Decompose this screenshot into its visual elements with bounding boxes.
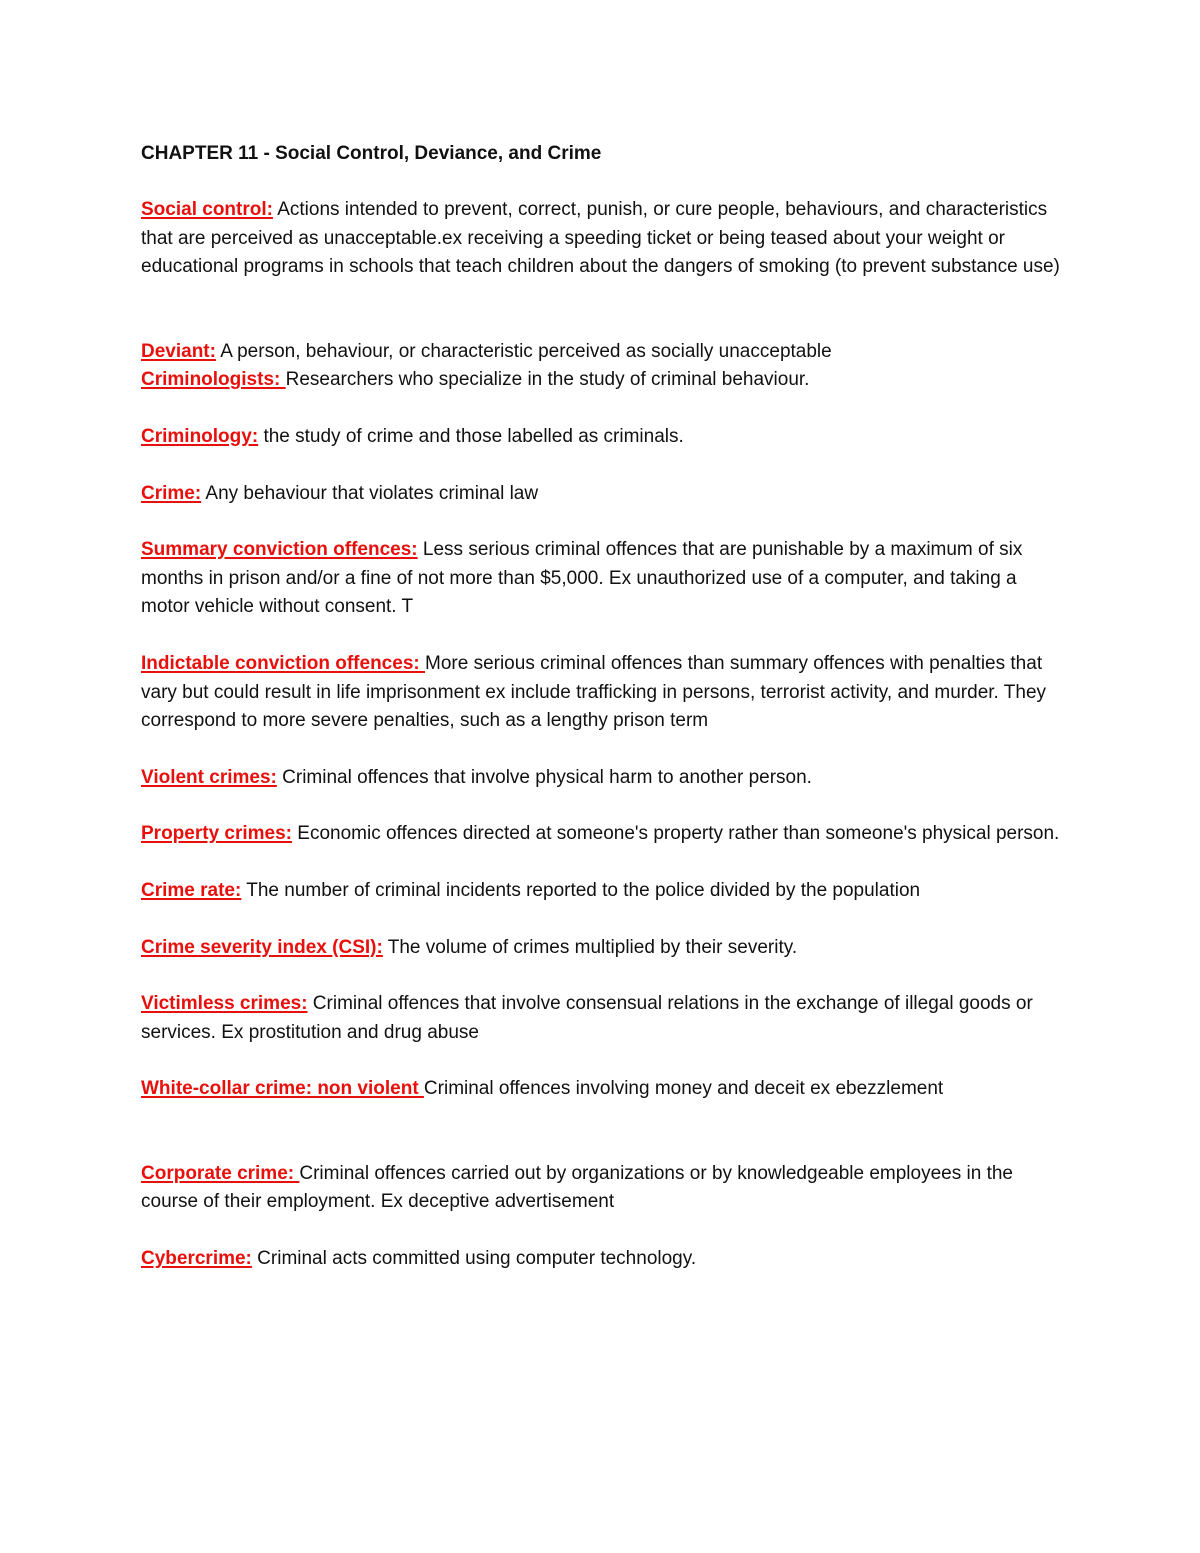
definition: Researchers who specialize in the study of criminal behaviour. xyxy=(285,369,810,391)
term: Crime: xyxy=(141,482,202,504)
entry-deviant xyxy=(141,338,1061,367)
definition: Criminal offences carried out by organizations or by knowledgeable employees in the course of their employment. Ex deceptive advertisement xyxy=(141,1162,1013,1213)
term: Violent crimes: xyxy=(141,766,277,788)
term: Social control: xyxy=(141,199,273,220)
definition: Any behaviour that violates criminal law xyxy=(201,482,539,504)
entry-property-crimes xyxy=(141,820,1061,849)
chapter-title: CHAPTER 11 - Social Control, Deviance, and Crime xyxy=(141,143,602,164)
definition: The number of criminal incidents reported to the police divided by the population xyxy=(241,879,921,901)
term: Deviant: xyxy=(141,340,216,362)
entry-violent-crimes xyxy=(141,764,1061,793)
term: Victimless crimes: xyxy=(141,993,308,1015)
entry-crime-rate xyxy=(141,877,1061,906)
definition: Actions intended to prevent, correct, punish, or cure people, behaviours, and characteristics that are perceived as unacceptable.ex receiving a speeding ticket or being teased about your weight or educational programs in schools that teach children about the dangers of smoking (to prevent substance use) xyxy=(141,199,1060,278)
term: Corporate crime: xyxy=(141,1162,300,1184)
term: Crime rate: xyxy=(141,879,242,901)
term: Criminologists: xyxy=(141,369,286,391)
entry-corporate-crime xyxy=(141,1160,1061,1217)
definition: Criminal offences that involve consensual relations in the exchange of illegal goods or services. Ex prostitution and drug abuse xyxy=(141,993,1033,1043)
definition: Criminal offences involving money and deceit ex ebezzlement xyxy=(423,1078,944,1100)
entry-white-collar-crime xyxy=(141,1075,1061,1104)
definition: The volume of crimes multiplied by their severity. xyxy=(382,936,798,958)
document-page xyxy=(141,140,1061,1274)
definition: Criminal acts committed using computer technology. xyxy=(251,1248,697,1270)
term: Cybercrime: xyxy=(141,1248,252,1270)
entry-victimless-crimes xyxy=(141,990,1061,1047)
entry-social-control xyxy=(141,196,1061,282)
entry-crime-severity-index xyxy=(141,934,1061,963)
entry-criminologists xyxy=(141,366,1061,395)
definition: Economic offences directed at someone's property rather than someone's physical person. xyxy=(292,823,1060,845)
definition: the study of crime and those labelled as criminals. xyxy=(258,425,684,447)
entry-summary-conviction-offences xyxy=(141,536,1061,622)
definition: Less serious criminal offences that are punishable by a maximum of six months in prison and/or a fine of not more than $5,000. Ex unauthorized use of a computer, and taking a motor vehicle without consent. T xyxy=(141,539,1023,618)
term: Property crimes: xyxy=(141,823,293,845)
term: Crime severity index (CSI): xyxy=(141,936,383,958)
entry-crime xyxy=(141,480,1061,509)
definition: A person, behaviour, or characteristic perceived as socially unacceptable xyxy=(215,340,832,362)
definition: More serious criminal offences than summary offences with penalties that vary but could result in life imprisonment ex include trafficking in persons, terrorist activity, and murder. They correspond to more severe penalties, such as a lengthy prison term xyxy=(141,652,1047,732)
entry-criminology xyxy=(141,423,1061,452)
term: Summary conviction offences: xyxy=(141,539,418,561)
term: Criminology: xyxy=(141,425,259,447)
term: Indictable conviction offences: xyxy=(141,652,425,674)
entry-cybercrime xyxy=(141,1245,1061,1274)
term: White-collar crime: non violent xyxy=(141,1078,424,1100)
definition: Criminal offences that involve physical harm to another person. xyxy=(276,766,812,788)
entry-indictable-conviction-offences xyxy=(141,650,1061,736)
